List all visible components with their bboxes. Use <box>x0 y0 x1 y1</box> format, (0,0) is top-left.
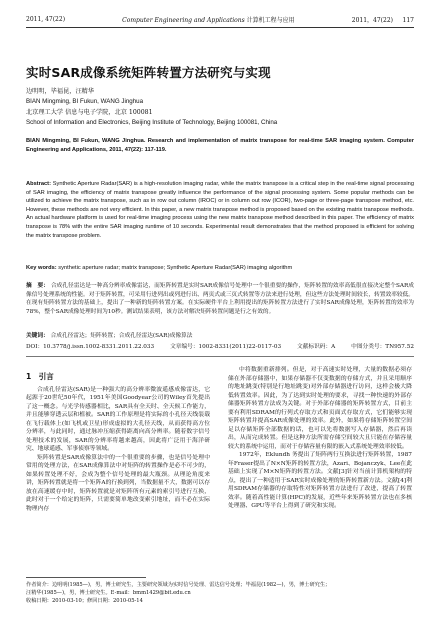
keywords-cn-label: 关键词： <box>26 333 49 339</box>
header-date: 2011，47(22) <box>351 16 393 24</box>
affiliation-en: School of Information and Electronics, Beijing Institute of Technology, Beijing 100081, China <box>26 119 278 126</box>
body-column-right <box>228 366 412 511</box>
header-journal-cn: 计算机工程与应用 <box>246 16 295 24</box>
clc-number: 中图分类号：TN957.52 <box>351 344 414 350</box>
body-paragraph: 合成孔径雷达(SAR)是一种强大的高分辨率微波遥感成像雷达，它起源于20世纪50年代，1951年美国Goodyear公司的Wiley首先提出了这一概念。与光学传感器相比，SAR具有全天时、全天候工作能力，并且能够穿透云层和植被。SAR的工作原理是将实际的小孔径天线装载在飞行载体上(如飞机或卫星)形成虚拟的大孔径天线，从而获得高方位分辨率，与此同时，通过脉冲压缩获得距离向高分辨率。随着数字信号处理技术的发展，SAR的分辨率将越来越高，因此将广泛用于海洋研究、地球遥感、军事侦察等领域。 <box>26 386 210 452</box>
authors-en: BIAN Mingming, BI Fukun, WANG Jinghua <box>26 98 144 105</box>
footnote <box>26 581 414 605</box>
keywords-cn-text: 合成孔径雷达；矩阵转置；合成孔径雷达(SAR)成像算法 <box>50 333 193 339</box>
authors-cn: 边明明，毕福昆，汪精华 <box>26 88 95 95</box>
section-divider <box>26 356 414 357</box>
header-rule <box>26 27 414 28</box>
body-paragraph: 中将数据重新排列。但是，对于高速实时处理，大量的数据必须存储在外部存储器中，如果存储器不仅变数据的存储方式，并且采用顺序的地址跳变(特别是行地址跳变)对外部存储器进行访问，这样会极大降低转置效率。因此，为了达到实时处理的要求，寻找一种快速的外部存储器矩阵转置方法成为关键。对于外部存储器的矩阵转置方式，目前主要有利用SDRAM的行列式存取方式和页面式存取方式，它们能够实现矩阵转置并提高SAR成像处理的效率。此外，如果将存储矩阵转置空间足以存储矩阵全部数据的话，也可以先将数据写入存储器，然后再读出，从而完成转置。但是这种方法所需存储空间较大且只能在存储容量较大的系统中运用，而对于存储容量有限的嵌入式系统处理效率较低。 <box>228 367 412 450</box>
header-journal-en: Computer Engineering and Applications <box>122 16 245 24</box>
keywords-en-text: synthetic aperture radar; matrix transpose; Synthetic Aperture Radar(SAR) imaging algorithm <box>58 265 293 271</box>
document-code: 文献标识码：A <box>297 344 336 350</box>
paper-title: 实时SAR成像系统矩阵转置方法研究与实现 <box>26 65 271 80</box>
keywords-en-label: Key words: <box>26 265 57 271</box>
header-date-page <box>352 15 414 24</box>
abstract-cn <box>26 282 414 316</box>
abstract-en-text: Synthetic Aperture Radar(SAR) is a high-resolution imaging radar, while the matrix transpose is a critical step in the real-time signal processing of SAR imaging, the efficiency of matrix transpose greatly influence the performance of the signal processing system. Some popular methods can be utilized to achieve the matrix transpose, such as in row out column (IROC) or in column out row (ICOR), two-page or three-page transpose method, etc. However, these methods are not very efficient. In this paper, a new matrix transpose method is proposed based on the existing matrix transpose methods. An actual hardware platform is used for real-time imaging process using the new matrix transpose method described in this paper. The efficiency of matrix transpose is 78% with the entire SAR imaging runtime of 10 seconds. Experimental result demonstrates that the method proposed is efficient for solving the matrix transpose problem. <box>26 181 414 239</box>
running-header <box>26 13 414 25</box>
doi: DOI：10.3778/j.issn.1002-8331.2011.22.033 <box>26 344 155 350</box>
footnote-rule <box>26 577 146 578</box>
classification-line <box>26 343 414 352</box>
abstract-en <box>26 180 414 240</box>
abstract-cn-label: 摘 要： <box>26 283 49 289</box>
body-column-left <box>26 373 210 513</box>
citation-en: BIAN Mingming, BI Fukun, WANG Jinghua. Research and implementation of matrix transpose for real-time SAR imaging system. Computer Engineering and Applications, 2011, 47(22): 117-119. <box>26 138 414 153</box>
abstract-en-label: Abstract: <box>26 181 51 187</box>
abstract-cn-text: 合成孔径雷达是一种高分辨率成像雷达，而矩阵转置是实时SAR成像信号处理中一个很重要的操作，矩阵转置的效率高低很直接决定整个SAR成像信号处理系统的性能。对于矩阵转置，可采用行进列出或列进行出、两页式或三页式转置等方法来进行处理，但这些方法处理时间较长，转置效率较低。在现有矩阵转置方法的基础上，提出了一种新的矩阵转置方案。在实际硬件平台上利用提出的矩阵转置方法进行了实时SAR成像处理，矩阵转置的效率为78%，整个SAR成像处理时间为10秒。测试结果表明，该方法对解决矩阵转置问题是行之有效的。 <box>26 283 414 315</box>
article-number: 文章编号：1002-8331(2011)22-0117-03 <box>170 344 282 350</box>
body-paragraph: 1972年，Eklundh 务提出了矩阵两行互换法进行矩阵转置，1987年Fraser提出了N×N矩阵的转置方法，Azari、Bojanczyk、Lee在此基础上实现了M×N矩阵的转置方法。文献[3]针对当前计算机架构的特点，提出了一种适用于SAR实时成像处理的矩阵转置新方法。文献[4]利用SDRAM存储器的存取特性对矩阵转置方法进行了改进，提高了转置效率。随着高性能计算(HPC)的发展，近些年来矩阵转置方法也在多核处理器、GPU等平台上得到了研究和实现。 <box>228 452 412 509</box>
footnote-line: 汪精华(1985—)，男，博士研究生。E-mail：bmm1429@bit.edu.cn <box>26 590 191 596</box>
keywords-en <box>26 264 414 273</box>
header-volume: 2011, 47(22) <box>26 15 66 23</box>
affiliation-cn: 北京理工大学 信息与电子学院，北京 100081 <box>26 109 153 116</box>
footnote-line: 作者简介：边明明(1985—)，男，博士研究生，主要研究领域为实时信号处理、雷达信号处理；毕福昆(1982—)，男，博士研究生； <box>26 582 331 588</box>
footnote-line: 收稿日期：2010-03-10；修回日期：2010-05-14 <box>26 598 143 604</box>
keywords-cn <box>26 332 414 341</box>
header-page-number: 117 <box>402 16 414 24</box>
section-heading-intro: 1 引言 <box>26 372 54 381</box>
header-journal <box>65 15 352 24</box>
body-paragraph: 矩阵转置是SAR成像算法中的一个很重要的步骤，也是信号处理中常用的处理方法，在SAR成像算法中对矩阵的转置操作是必不可少的，如果转置处理不好，会成为整个信号处理的最大瓶颈。从理论角度来讲，矩阵转置就是将一个矩阵A的行换到列，当数据量不大，数据可以存放在高速缓存中时，矩阵转置就是对矩阵所有元素的索引号进行互换，此时对于一个给定的矩阵，只需要简单地改变索引地址，而不必在实际物理内存 <box>26 454 210 512</box>
